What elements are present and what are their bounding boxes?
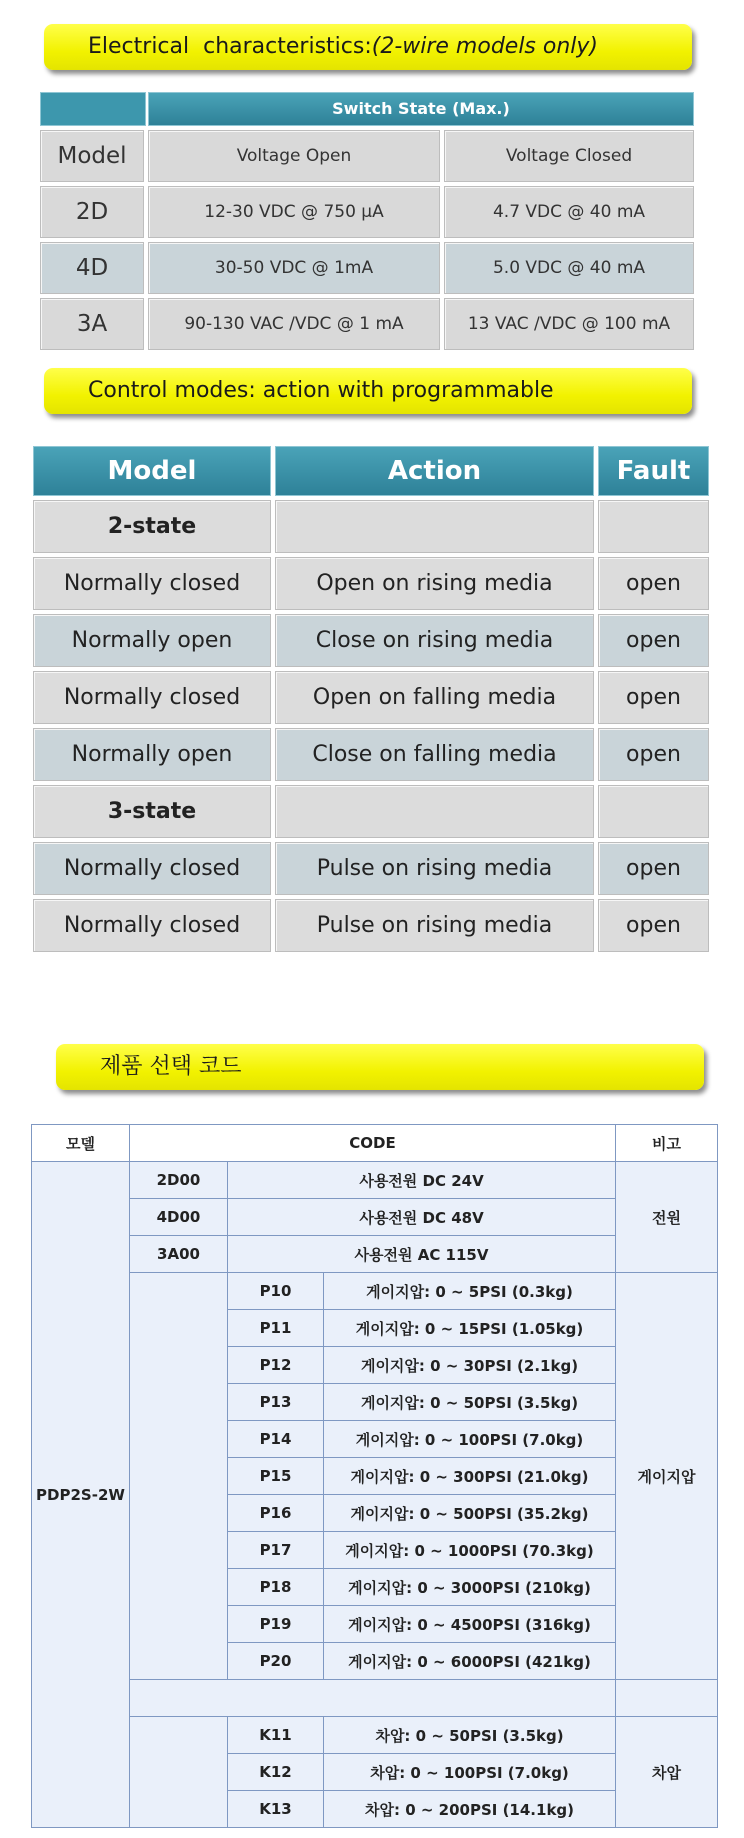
table-row bbox=[33, 500, 709, 553]
model-cell: Normally closed bbox=[33, 671, 271, 724]
model-cell: Normally closed bbox=[33, 557, 271, 610]
table-header-row bbox=[40, 130, 694, 182]
column-header-model: Model bbox=[33, 446, 271, 496]
blank-cell bbox=[130, 1680, 616, 1717]
model-cell: Normally open bbox=[33, 614, 271, 667]
action-cell: Close on rising media bbox=[275, 614, 594, 667]
action-cell: Pulse on rising media bbox=[275, 899, 594, 952]
model-cell: 4D bbox=[40, 242, 144, 294]
column-header-code: CODE bbox=[130, 1125, 616, 1162]
description-cell: 게이지압: 0 ~ 15PSI (1.05kg) bbox=[324, 1310, 616, 1347]
banner-title: Electrical characteristics: bbox=[88, 34, 372, 59]
blank-note-cell bbox=[616, 1680, 718, 1717]
banner-title: 제품 선택 코드 bbox=[100, 1054, 242, 1079]
model-cell: 2D bbox=[40, 186, 144, 238]
voltage-open-cell: 90-130 VAC /VDC @ 1 mA bbox=[148, 298, 440, 350]
description-cell: 사용전원 DC 24V bbox=[228, 1162, 616, 1199]
code-cell: P18 bbox=[228, 1569, 324, 1606]
column-header-model: Model bbox=[40, 130, 144, 182]
column-header-voltage-open: Voltage Open bbox=[148, 130, 440, 182]
note-cell: 전원 bbox=[616, 1162, 718, 1273]
blank-row bbox=[32, 1680, 718, 1717]
code-cell: K12 bbox=[228, 1754, 324, 1791]
header-corner bbox=[40, 92, 146, 126]
table-row bbox=[40, 298, 694, 350]
model-cell: 2-state bbox=[33, 500, 271, 553]
fault-cell: open bbox=[598, 842, 709, 895]
fault-cell bbox=[598, 500, 709, 553]
table-row bbox=[33, 785, 709, 838]
table-row bbox=[32, 1273, 718, 1310]
description-cell: 게이지압: 0 ~ 30PSI (2.1kg) bbox=[324, 1347, 616, 1384]
table-row bbox=[40, 186, 694, 238]
description-cell: 게이지압: 0 ~ 5PSI (0.3kg) bbox=[324, 1273, 616, 1310]
table-row bbox=[32, 1162, 718, 1199]
voltage-open-cell: 12-30 VDC @ 750 µA bbox=[148, 186, 440, 238]
description-cell: 게이지압: 0 ~ 50PSI (3.5kg) bbox=[324, 1384, 616, 1421]
column-header-action: Action bbox=[275, 446, 594, 496]
code-cell: P15 bbox=[228, 1458, 324, 1495]
action-cell bbox=[275, 785, 594, 838]
switch-state-table bbox=[40, 92, 694, 350]
table-header-row bbox=[33, 446, 709, 496]
code-cell: P10 bbox=[228, 1273, 324, 1310]
description-cell: 게이지압: 0 ~ 300PSI (21.0kg) bbox=[324, 1458, 616, 1495]
product-code-banner bbox=[56, 1044, 704, 1090]
banner-title: Control modes: action with programmable bbox=[88, 378, 554, 403]
code-cell: 2D00 bbox=[130, 1162, 228, 1199]
action-cell: Close on falling media bbox=[275, 728, 594, 781]
voltage-closed-cell: 4.7 VDC @ 40 mA bbox=[444, 186, 694, 238]
table-header-row bbox=[32, 1125, 718, 1162]
code-cell: K11 bbox=[228, 1717, 324, 1754]
column-header-fault: Fault bbox=[598, 446, 709, 496]
switch-state-header bbox=[40, 92, 694, 126]
description-cell: 게이지압: 0 ~ 100PSI (7.0kg) bbox=[324, 1421, 616, 1458]
description-cell: 게이지압: 0 ~ 1000PSI (70.3kg) bbox=[324, 1532, 616, 1569]
product-code-table bbox=[31, 1124, 717, 1828]
fault-cell: open bbox=[598, 671, 709, 724]
column-header-voltage-closed: Voltage Closed bbox=[444, 130, 694, 182]
code-cell: P13 bbox=[228, 1384, 324, 1421]
description-cell: 사용전원 AC 115V bbox=[228, 1236, 616, 1273]
column-header-model: 모델 bbox=[32, 1125, 130, 1162]
electrical-characteristics-banner bbox=[44, 24, 692, 70]
code-cell: K13 bbox=[228, 1791, 324, 1828]
model-cell: Normally closed bbox=[33, 899, 271, 952]
description-cell: 게이지압: 0 ~ 6000PSI (421kg) bbox=[324, 1643, 616, 1680]
fault-cell: open bbox=[598, 728, 709, 781]
description-cell: 게이지압: 0 ~ 4500PSI (316kg) bbox=[324, 1606, 616, 1643]
fault-cell bbox=[598, 785, 709, 838]
table-row bbox=[33, 842, 709, 895]
voltage-closed-cell: 13 VAC /VDC @ 100 mA bbox=[444, 298, 694, 350]
model-cell: 3A bbox=[40, 298, 144, 350]
table-row bbox=[33, 671, 709, 724]
model-cell: 3-state bbox=[33, 785, 271, 838]
action-cell: Pulse on rising media bbox=[275, 842, 594, 895]
voltage-closed-cell: 5.0 VDC @ 40 mA bbox=[444, 242, 694, 294]
table-row bbox=[33, 614, 709, 667]
description-cell: 차압: 0 ~ 100PSI (7.0kg) bbox=[324, 1754, 616, 1791]
action-cell bbox=[275, 500, 594, 553]
column-header-note: 비고 bbox=[616, 1125, 718, 1162]
table-row bbox=[40, 242, 694, 294]
table-row bbox=[32, 1199, 718, 1236]
model-name-cell: PDP2S-2W bbox=[32, 1162, 130, 1828]
code-cell: 3A00 bbox=[130, 1236, 228, 1273]
group-spacer-cell bbox=[130, 1273, 228, 1680]
fault-cell: open bbox=[598, 899, 709, 952]
code-cell: P16 bbox=[228, 1495, 324, 1532]
note-cell: 게이지압 bbox=[616, 1273, 718, 1680]
model-cell: Normally open bbox=[33, 728, 271, 781]
action-cell: Open on rising media bbox=[275, 557, 594, 610]
code-cell: P12 bbox=[228, 1347, 324, 1384]
code-cell: P19 bbox=[228, 1606, 324, 1643]
voltage-open-cell: 30-50 VDC @ 1mA bbox=[148, 242, 440, 294]
description-cell: 차압: 0 ~ 200PSI (14.1kg) bbox=[324, 1791, 616, 1828]
description-cell: 사용전원 DC 48V bbox=[228, 1199, 616, 1236]
fault-cell: open bbox=[598, 557, 709, 610]
note-cell: 차압 bbox=[616, 1717, 718, 1828]
description-cell: 게이지압: 0 ~ 3000PSI (210kg) bbox=[324, 1569, 616, 1606]
code-cell: P11 bbox=[228, 1310, 324, 1347]
model-cell: Normally closed bbox=[33, 842, 271, 895]
control-modes-banner bbox=[44, 368, 692, 414]
action-cell: Open on falling media bbox=[275, 671, 594, 724]
code-cell: P14 bbox=[228, 1421, 324, 1458]
table-row bbox=[32, 1717, 718, 1754]
table-row bbox=[32, 1236, 718, 1273]
banner-title-note: (2-wire models only) bbox=[371, 34, 599, 59]
description-cell: 차압: 0 ~ 50PSI (3.5kg) bbox=[324, 1717, 616, 1754]
description-cell: 게이지압: 0 ~ 500PSI (35.2kg) bbox=[324, 1495, 616, 1532]
table-row bbox=[33, 899, 709, 952]
code-cell: 4D00 bbox=[130, 1199, 228, 1236]
table-row bbox=[33, 557, 709, 610]
control-modes-table bbox=[33, 446, 709, 952]
code-cell: P20 bbox=[228, 1643, 324, 1680]
switch-state-span-header: Switch State (Max.) bbox=[148, 92, 694, 126]
fault-cell: open bbox=[598, 614, 709, 667]
group-spacer-cell bbox=[130, 1717, 228, 1828]
code-cell: P17 bbox=[228, 1532, 324, 1569]
table-row bbox=[33, 728, 709, 781]
